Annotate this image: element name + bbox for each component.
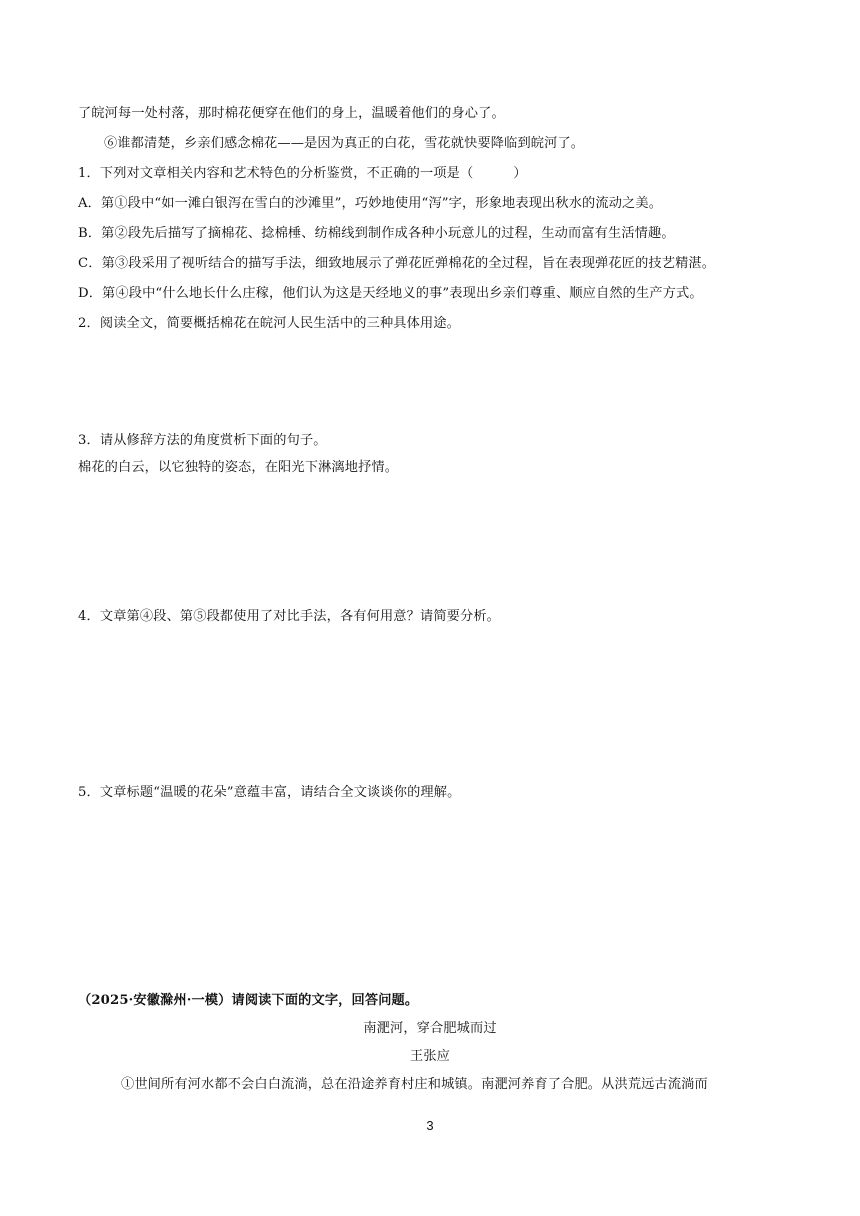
passage2-author: 王张应 xyxy=(409,1049,450,1064)
passage1-line1: 了皖河每一处村落，那时棉花便穿在他们的身上，温暖着他们的身心了。 xyxy=(78,106,505,121)
question-1-option-b: B．第②段先后描写了摘棉花、捻棉棰、纺棉线到制作成各种小玩意儿的过程，生动而富有生活情趣。 xyxy=(78,226,675,241)
question-3-sentence: 棉花的白云，以它独特的姿态，在阳光下淋漓地抒情。 xyxy=(78,460,399,475)
passage2-source: （2025·安徽滁州·一模）请阅读下面的文字，回答问题。 xyxy=(78,993,419,1008)
question-2: 2．阅读全文，简要概括棉花在皖河人民生活中的三种具体用途。 xyxy=(78,316,460,331)
passage2-title: 南淝河，穿合肥城而过 xyxy=(363,1021,497,1036)
passage1-paragraph6: ⑥谁都清楚，乡亲们感念棉花——是因为真正的白花，雪花就快要降临到皖河了。 xyxy=(104,136,585,151)
question-5: 5．文章标题“温暖的花朵”意蕴丰富，请结合全文谈谈你的理解。 xyxy=(78,785,461,800)
passage2-paragraph1: ①世间所有河水都不会白白流淌，总在沿途养育村庄和城镇。南淝河养育了合肥。从洪荒远古流淌而 xyxy=(121,1077,708,1092)
question-1-option-c: C．第③段采用了视听结合的描写手法，细致地展示了弹花匠弹棉花的全过程，旨在表现弹花匠的技艺精湛。 xyxy=(78,256,716,271)
page-number: 3 xyxy=(426,1118,434,1133)
question-3: 3．请从修辞方法的角度赏析下面的句子。 xyxy=(78,433,327,448)
question-1-stem: 1．下列对文章相关内容和艺术特色的分析鉴赏，不正确的一项是（ ） xyxy=(78,166,527,181)
question-1-option-d: D．第④段中“什么地长什么庄稼，他们认为这是天经地义的事”表现出乡亲们尊重、顺应自然的生产方式。 xyxy=(78,286,703,301)
question-4: 4．文章第④段、第⑤段都使用了对比手法，各有何用意？请简要分析。 xyxy=(78,609,500,624)
question-1-option-a: A．第①段中“如一滩白银泻在雪白的沙滩里”，巧妙地使用“泻”字，形象地表现出秋水的流动之美。 xyxy=(78,196,663,211)
